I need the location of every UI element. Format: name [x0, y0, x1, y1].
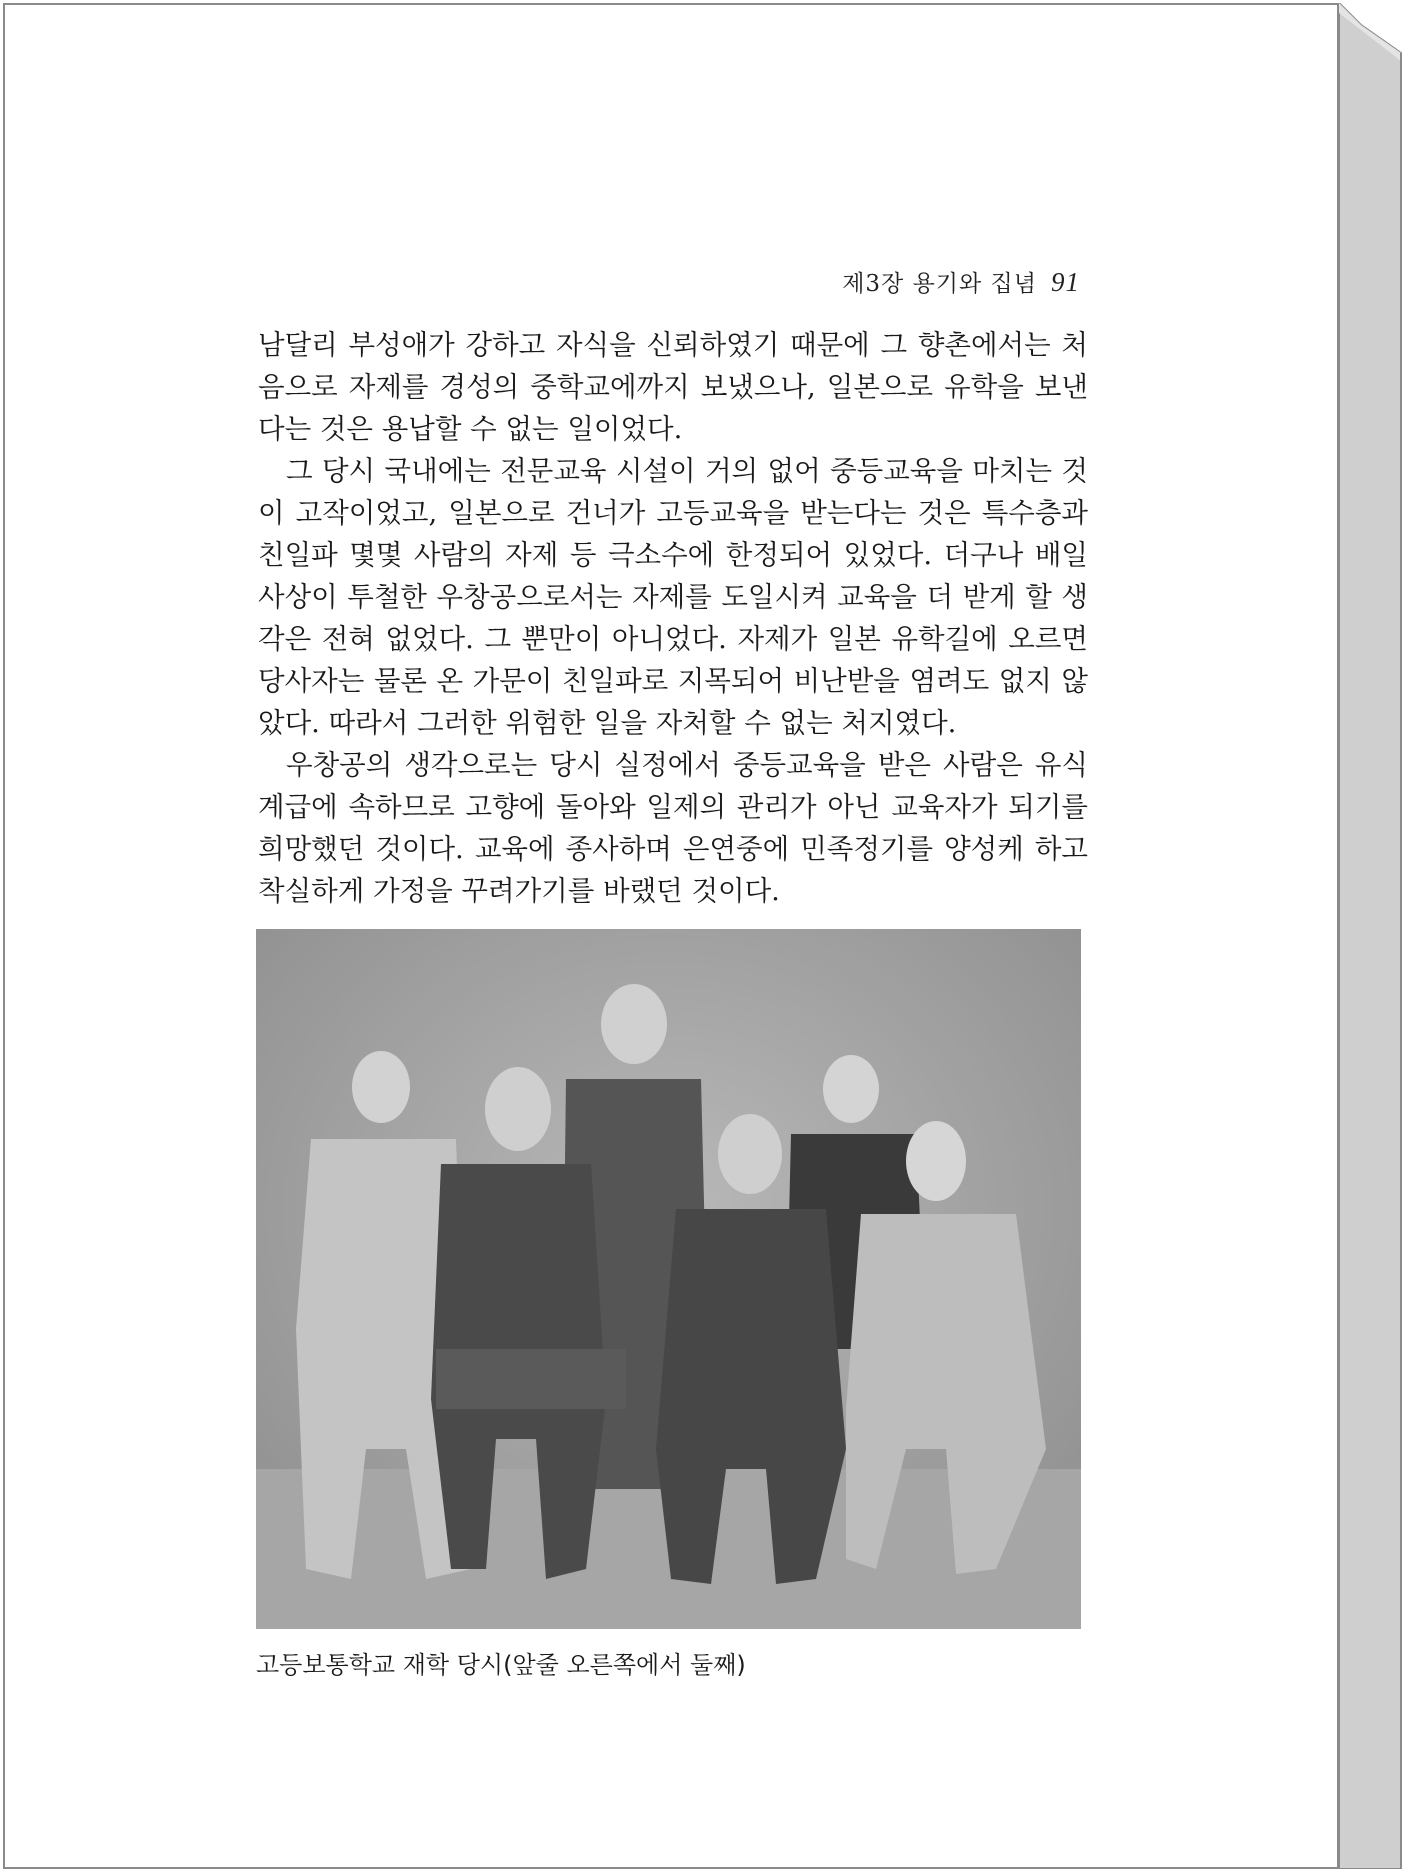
- photo-caption: 고등보통학교 재학 당시(앞줄 오른쪽에서 둘째): [256, 1651, 746, 1679]
- paragraph-3: 우창공의 생각으로는 당시 실정에서 중등교육을 받은 사람은 유식계급에 속하므로 고향에 돌아와 일제의 관리가 아닌 교육자가 되기를 희망했던 것이다. 교육에 종사하며 은연중에 민족정기를 양성케 하고 착실하게 가정을 꾸려가기를 바랬던 것이다.: [258, 749, 1088, 907]
- running-head: [0, 265, 1080, 298]
- page-number: 91: [1051, 267, 1080, 297]
- chapter-title: 제3장 용기와 집념: [842, 271, 1037, 297]
- paragraph-2: 그 당시 국내에는 전문교육 시설이 거의 없어 중등교육을 마치는 것이 고작이었고, 일본으로 건너가 고등교육을 받는다는 것은 특수층과 친일파 몇몇 사람의 자제 등 극소수에 한정되어 있었다. 더구나 배일사상이 투철한 우창공으로서는 자제를 도일시켜 교육을 더 받게 할 생각은 전혀 없었다. 그 뿐만이 아니었다. 자제가 일본 유학길에 오르면 당사자는 물론 온 가문이 친일파로 지목되어 비난받을 염려도 없지 않았다. 따라서 그러한 위험한 일을 자처할 수 없는 처지였다.: [258, 455, 1088, 739]
- book-edge: [1339, 3, 1409, 1869]
- group-photo: [256, 929, 1081, 1629]
- body-text: [258, 324, 1088, 912]
- paragraph-1: 남달리 부성애가 강하고 자식을 신뢰하였기 때문에 그 향촌에서는 처음으로 자제를 경성의 중학교에까지 보냈으나, 일본으로 유학을 보낸다는 것은 용납할 수 없는 일이었다.: [258, 329, 1088, 445]
